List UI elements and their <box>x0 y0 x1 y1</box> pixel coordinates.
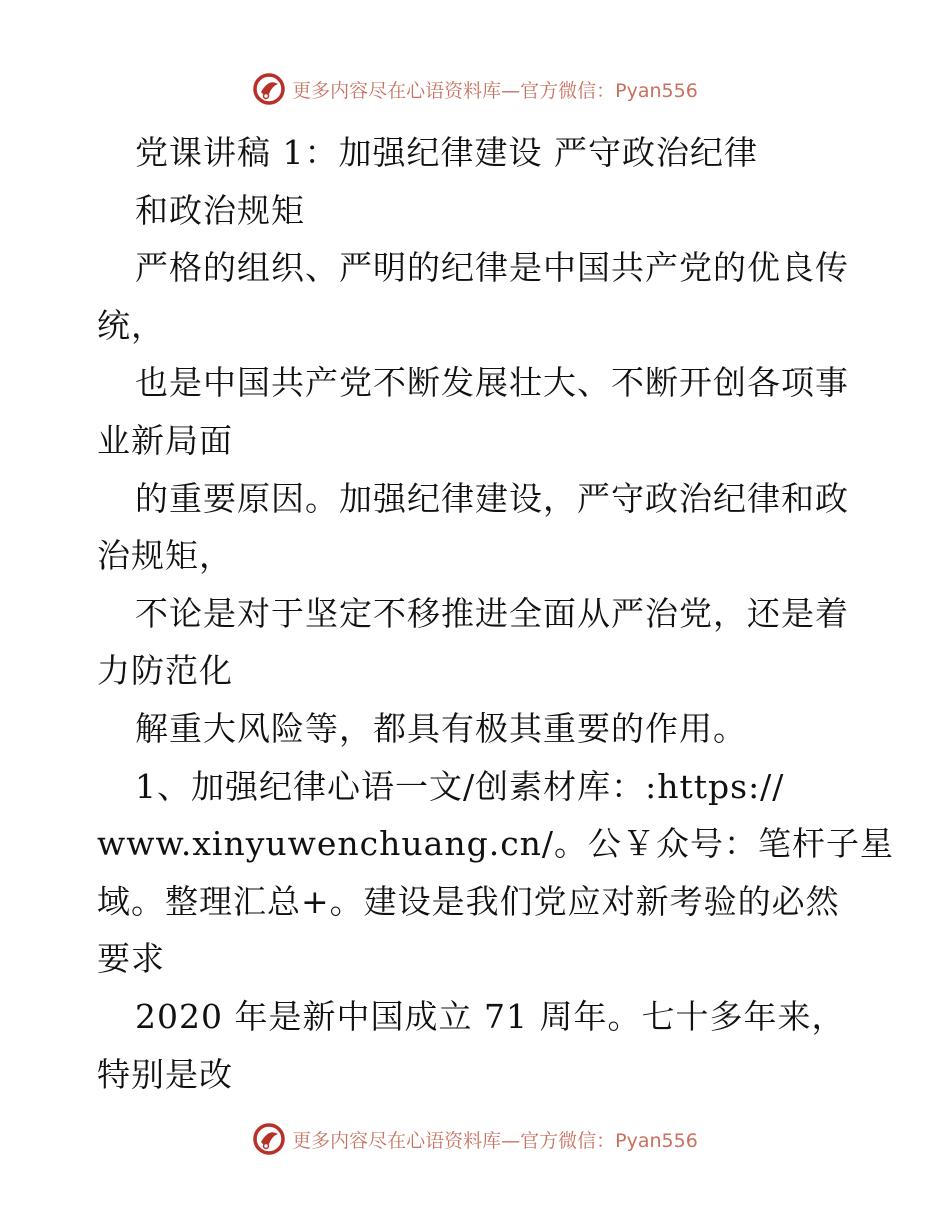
doc-line: 解重大风险等，都具有极其重要的作用。 <box>135 708 747 748</box>
doc-line: 特别是改 <box>97 1054 233 1094</box>
doc-line: 不论是对于坚定不移推进全面从严治党，还是着 <box>135 593 849 633</box>
doc-line: 要求 <box>97 939 165 979</box>
footer-banner <box>0 1122 950 1156</box>
doc-line: 业新局面 <box>97 420 233 460</box>
doc-line: 统， <box>97 305 165 345</box>
doc-line: 治规矩， <box>97 536 233 576</box>
doc-line: 域。整理汇总+。建设是我们党应对新考验的必然 <box>97 881 840 921</box>
doc-line: 党课讲稿 1：加强纪律建设 严守政治纪律 <box>135 133 758 172</box>
header-banner-text: 更多内容尽在心语资料库—官方微信：Pyan556 <box>292 79 698 102</box>
header-banner <box>0 72 950 106</box>
doc-line: 也是中国共产党不断发展壮大、不断开创各项事 <box>135 363 849 403</box>
doc-line: 力防范化 <box>97 651 233 691</box>
red-swirl-logo-icon <box>252 72 286 106</box>
doc-line: www.xinyuwenchuang.cn/。公￥众号：笔杆子星 <box>97 824 895 864</box>
doc-line: 2020 年是新中国成立 71 周年。七十多年来， <box>135 996 846 1036</box>
doc-line: 的重要原因。加强纪律建设，严守政治纪律和政 <box>135 478 849 518</box>
doc-line: 和政治规矩 <box>135 190 305 230</box>
doc-line: 严格的组织、严明的纪律是中国共产党的优良传 <box>135 248 849 288</box>
document-body <box>97 124 895 1103</box>
red-swirl-logo-icon <box>252 1122 286 1156</box>
footer-banner-text: 更多内容尽在心语资料库—官方微信：Pyan556 <box>292 1129 698 1152</box>
doc-line: 1、加强纪律心语一文/创素材库：:https:// <box>135 766 785 806</box>
